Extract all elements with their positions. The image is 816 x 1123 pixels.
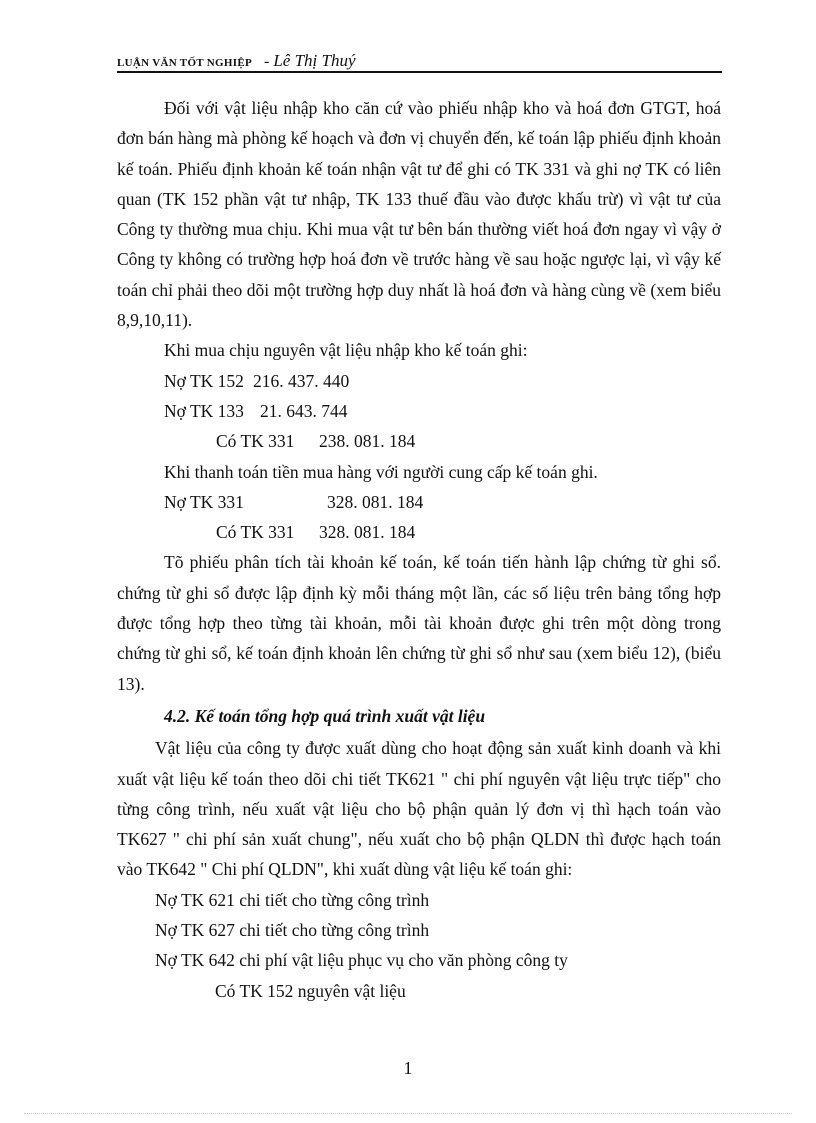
entry-account: Nợ TK 133 [164,400,244,421]
entry-account: Nợ TK 152 [164,370,244,391]
journal-entry-line [117,517,721,547]
journal-entry-line [117,396,721,426]
paragraph-2: Khi mua chịu nguyên vật liệu nhập kho kế toán ghi: [164,340,528,361]
entry-amount: 328. 081. 184 [327,491,424,512]
journal-line: Nợ TK 621 chi tiết cho từng công trình [155,889,430,910]
journal-line: Nợ TK 627 chi tiết cho từng công trình [155,920,430,941]
journal-line: Nợ TK 642 chi phí vật liệu phục vụ cho văn phòng công ty [155,950,568,971]
paragraph-4: Tõ phiếu phân tích tài khoản kế toán, kế toán tiến hành lập chứng từ ghi sổ. chứng từ ghi sổ được lập định kỳ mỗi tháng một lần, các số liệu trên bảng tổng hợp được tổng hợp theo từng tài khoản, mỗi tài khoản được ghi trên một dòng trong chứng từ ghi sổ, kế toán định khoản lên chứng từ ghi sổ như sau (xem biểu 12), (biểu 13). [117,552,721,694]
paragraph-1: Đối với vật liệu nhập kho căn cứ vào phiếu nhập kho và hoá đơn GTGT, hoá đơn bán hàng mà phòng kế hoạch và đơn vị chuyển đến, kế toán lập phiếu định khoản kế toán. Phiếu định khoản kế toán nhận vật tư để ghi có TK 331 và ghi nợ TK có liên quan (TK 152 phần vật tư nhập, TK 133 thuế đầu vào được khấu trừ) vì vật tư của Công ty thường mua chịu. Khi mua vật tư bên bán thường viết hoá đơn ngay vì vậy ở Công ty không có trường hợp hoá đơn về trước hàng về sau hoặc ngược lại, vì vậy kế toán chỉ phải theo dõi một trường hợp duy nhất là hoá đơn và hàng cùng về (xem biểu 8,9,10,11). [117,98,721,331]
page-number: 1 [403,1058,413,1078]
page-body [117,93,721,1006]
entry-amount: 21. 643. 744 [260,400,348,421]
entry-account: Có TK 331 [216,522,295,543]
journal-entry-line [117,487,721,517]
paragraph-3: Khi thanh toán tiền mua hàng với người cung cấp kế toán ghi. [164,461,598,482]
paragraph-5: Vật liệu của công ty được xuất dùng cho hoạt động sản xuất kinh doanh và khi xuất vật liệu kế toán theo dõi chi tiết TK621 " chi phí nguyên vật liệu trực tiếp" cho từng công trình, nếu xuất vật liệu cho bộ phận quản lý đơn vị thì hạch toán vào TK627 " chi phí sản xuất chung", nếu xuất cho bộ phận QLDN thì được hạch toán vào TK642 " Chi phí QLDN", khi xuất dùng vật liệu kế toán ghi: [117,738,721,880]
header-separator: - [263,53,270,70]
section-heading: 4.2. Kế toán tổng hợp quá trình xuất vật liệu [164,705,486,726]
entry-amount: 238. 081. 184 [319,431,416,452]
page-bottom-divider [24,1113,792,1114]
author-name: Lê Thị Thuý [273,51,356,70]
journal-entry-line [117,366,721,396]
journal-line: Có TK 152 nguyên vật liệu [215,980,406,1001]
entry-account: Có TK 331 [216,431,295,452]
thesis-title: LUẬN VĂN TỐT NGHIỆP [117,57,252,69]
page-header [117,51,722,73]
entry-amount: 328. 081. 184 [319,522,416,543]
entry-account: Nợ TK 331 [164,491,244,512]
entry-amount: 216. 437. 440 [253,370,350,391]
journal-entry-line [117,426,721,456]
